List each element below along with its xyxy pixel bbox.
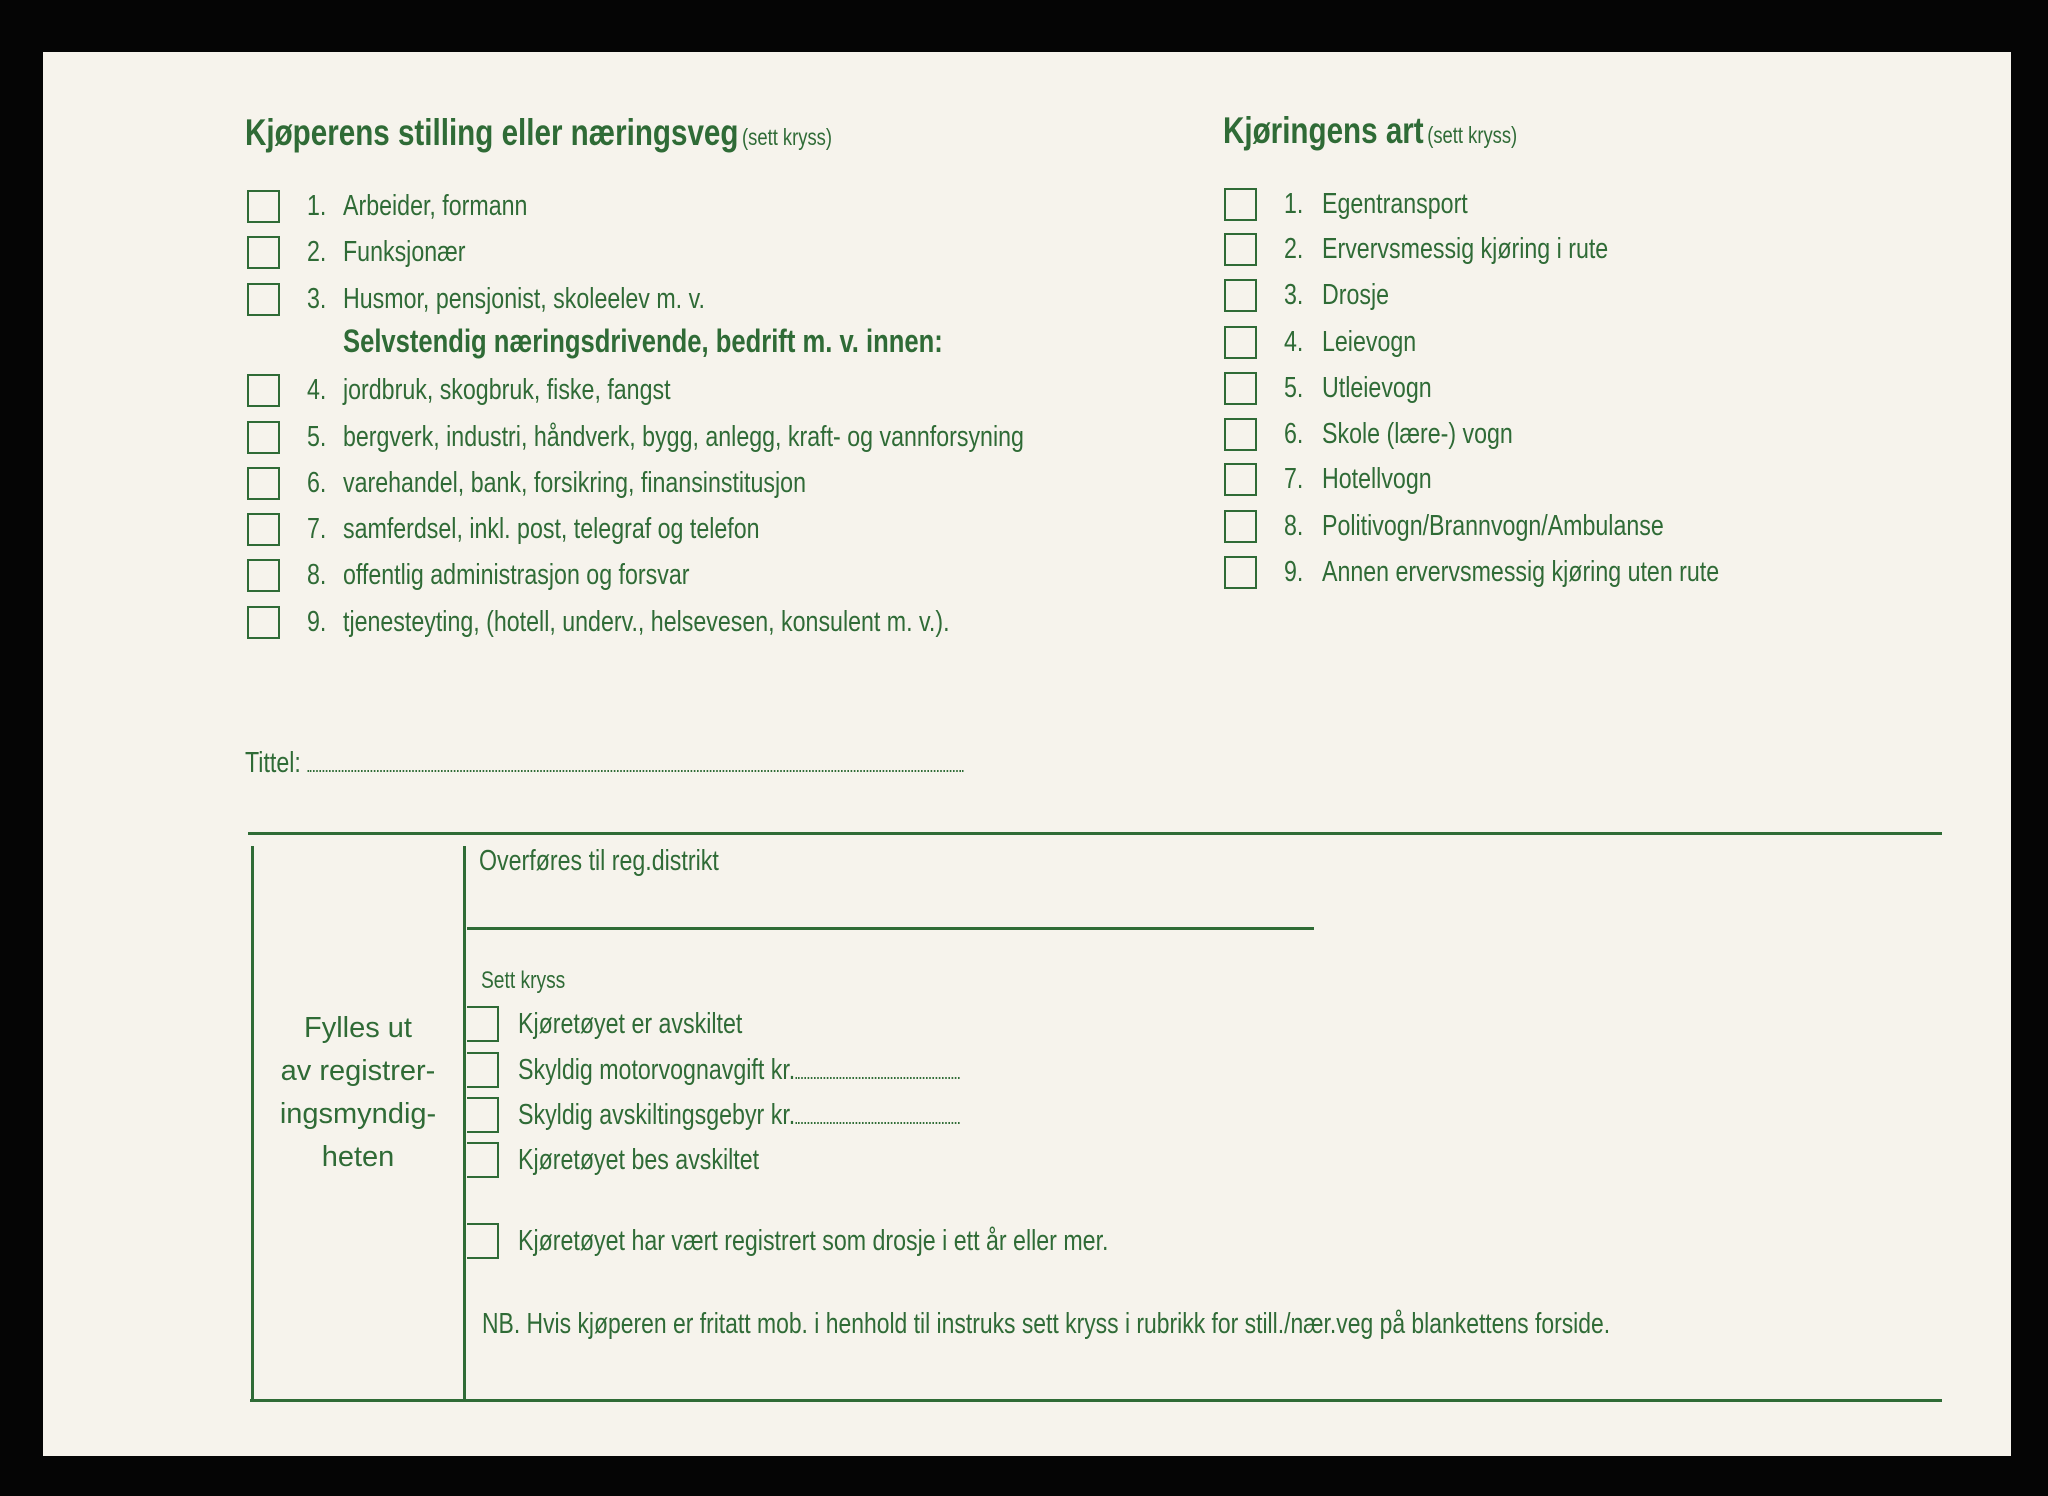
sett-kryss-label: Sett kryss	[481, 967, 566, 994]
box-bottom-line	[250, 1399, 1942, 1402]
title-field[interactable]	[245, 745, 963, 781]
title-dotted-line	[307, 770, 963, 772]
item-label: Funksjonær	[343, 236, 466, 268]
left-section-heading	[245, 112, 832, 154]
item-label: jordbruk, skogbruk, fiske, fangst	[343, 374, 671, 406]
item-label: Leievogn	[1322, 326, 1417, 358]
item-number: 2.	[307, 236, 327, 268]
item-number: 4.	[307, 374, 327, 406]
item-number: 3.	[307, 283, 327, 315]
amount-dotted-line[interactable]	[795, 1122, 959, 1124]
left-heading-note: (sett kryss)	[742, 124, 832, 150]
item-label: offentlig administrasjon og forsvar	[343, 559, 690, 591]
checkbox[interactable]	[1224, 279, 1257, 312]
item-label: bergverk, industri, håndverk, bygg, anlegg, kraft- og vannforsyning	[343, 421, 1024, 453]
right-heading-note: (sett kryss)	[1427, 122, 1518, 148]
item-number: 9.	[1284, 556, 1304, 588]
checkbox[interactable]	[247, 606, 280, 639]
checkbox[interactable]	[467, 1097, 499, 1133]
checkbox[interactable]	[247, 421, 280, 454]
item-number: 8.	[1284, 510, 1304, 542]
registry-check-item	[518, 1052, 959, 1088]
item-label: Ervervsmessig kjøring i rute	[1322, 233, 1609, 265]
checkbox[interactable]	[467, 1142, 499, 1178]
registry-check-label: Kjøretøyet bes avskiltet	[518, 1144, 760, 1176]
item-label: Utleievogn	[1322, 372, 1432, 404]
checkbox[interactable]	[1224, 418, 1257, 451]
amount-dotted-line[interactable]	[795, 1077, 959, 1079]
item-number: 5.	[1284, 372, 1304, 404]
registry-side-label	[252, 1007, 464, 1179]
checkbox[interactable]	[1224, 463, 1257, 496]
registry-check-item	[518, 1142, 759, 1178]
self-employed-subheading: Selvstendig næringsdrivende, bedrift m. v. innen:	[343, 323, 943, 359]
item-label: Husmor, pensjonist, skoleelev m. v.	[343, 283, 705, 315]
item-number: 3.	[1284, 279, 1304, 311]
checkbox[interactable]	[1224, 188, 1257, 221]
checkbox[interactable]	[247, 190, 280, 223]
item-label: varehandel, bank, forsikring, finansinstitusjon	[343, 467, 806, 499]
item-number: 6.	[1284, 418, 1304, 450]
item-label: Annen ervervsmessig kjøring uten rute	[1322, 556, 1720, 588]
checkbox[interactable]	[247, 283, 280, 316]
registry-check-label: Skyldig motorvognavgift kr.	[518, 1054, 796, 1086]
item-number: 6.	[307, 467, 327, 499]
item-label: Arbeider, formann	[343, 190, 528, 222]
item-label: Skole (lære-) vogn	[1322, 418, 1513, 450]
item-number: 9.	[307, 606, 327, 638]
left-heading-title: Kjøperens stilling eller næringsveg	[245, 112, 739, 153]
registry-check-label: Kjøretøyet er avskiltet	[518, 1008, 743, 1040]
transfer-underline	[467, 927, 1314, 930]
checkbox[interactable]	[247, 374, 280, 407]
right-section-heading	[1223, 110, 1517, 152]
side-label-line: ingsmyndig-	[279, 1098, 437, 1130]
checkbox[interactable]	[247, 559, 280, 592]
side-label-line: av registrer-	[280, 1055, 436, 1087]
item-number: 4.	[1284, 326, 1304, 358]
side-label-line: heten	[321, 1141, 395, 1173]
checkbox[interactable]	[467, 1006, 499, 1042]
checkbox[interactable]	[1224, 372, 1257, 405]
transfer-district-label: Overføres til reg.distrikt	[479, 845, 719, 877]
right-heading-title: Kjøringens art	[1223, 110, 1424, 151]
side-label-line: Fylles ut	[304, 1012, 412, 1044]
checkbox[interactable]	[1224, 510, 1257, 543]
drosje-check-label: Kjøretøyet har vært registrert som drosje i ett år eller mer.	[518, 1225, 1109, 1257]
item-number: 1.	[1284, 188, 1304, 220]
checkbox[interactable]	[1224, 326, 1257, 359]
checkbox[interactable]	[1224, 233, 1257, 266]
drosje-checkbox[interactable]	[467, 1223, 499, 1259]
title-label: Tittel:	[245, 747, 301, 779]
item-label: Drosje	[1322, 279, 1390, 311]
box-top-line	[248, 832, 1942, 835]
item-label: Hotellvogn	[1322, 463, 1432, 495]
item-label: Politivogn/Brannvogn/Ambulanse	[1322, 510, 1664, 542]
item-number: 8.	[307, 559, 327, 591]
item-label: Egentransport	[1322, 188, 1468, 220]
item-number: 1.	[307, 190, 327, 222]
checkbox[interactable]	[467, 1052, 499, 1088]
checkbox[interactable]	[1224, 556, 1257, 589]
registry-check-item	[518, 1006, 742, 1042]
item-number: 2.	[1284, 233, 1304, 265]
item-label: samferdsel, inkl. post, telegraf og telefon	[343, 513, 760, 545]
registry-check-item	[518, 1097, 959, 1133]
checkbox[interactable]	[247, 236, 280, 269]
item-number: 7.	[1284, 463, 1304, 495]
checkbox[interactable]	[247, 467, 280, 500]
item-label: tjenesteyting, (hotell, underv., helsevesen, konsulent m. v.).	[343, 606, 950, 638]
item-number: 7.	[307, 513, 327, 545]
item-number: 5.	[307, 421, 327, 453]
nb-note: NB. Hvis kjøperen er fritatt mob. i henhold til instruks sett kryss i rubrikk for still./nær.veg på blankettens forside.	[482, 1308, 1611, 1340]
registry-check-label: Skyldig avskiltingsgebyr kr.	[518, 1099, 796, 1131]
checkbox[interactable]	[247, 513, 280, 546]
